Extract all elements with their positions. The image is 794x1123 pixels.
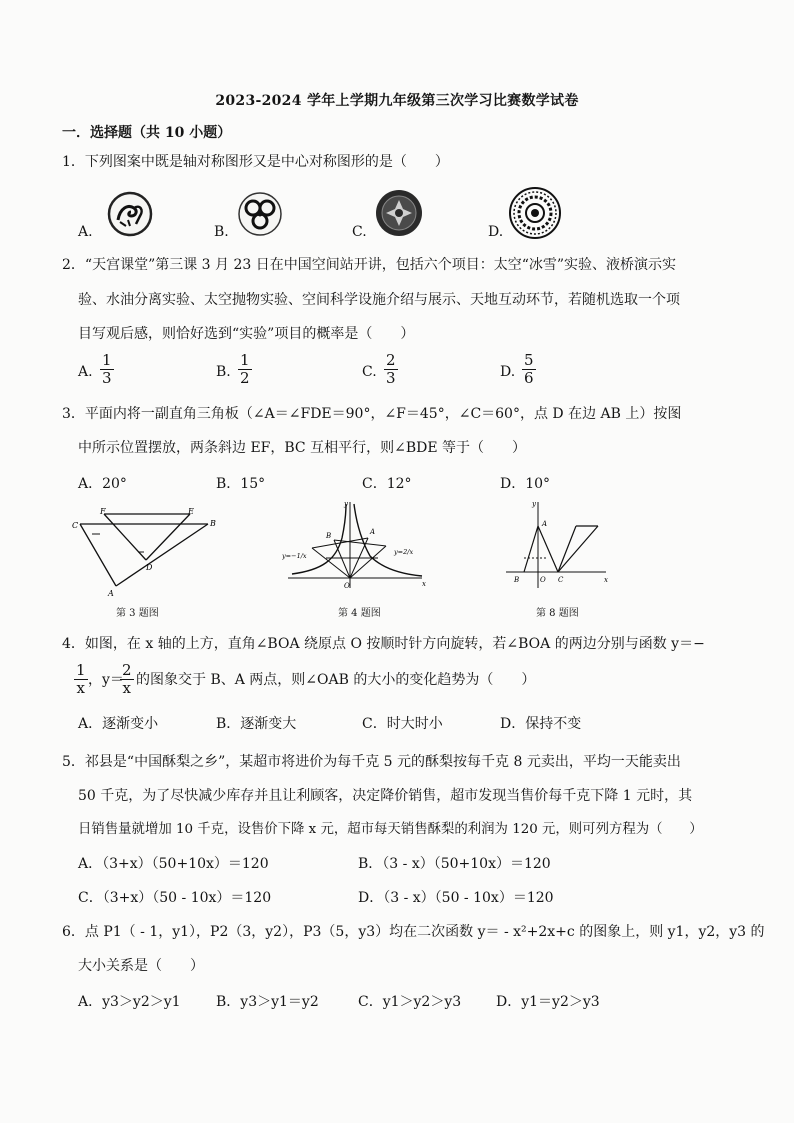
fig4-label-curve-right: y=2/x <box>394 548 414 556</box>
q6-line-2: 大小关系是（ ） <box>78 958 204 974</box>
fig8-label-b: B <box>514 576 520 584</box>
fig4-label-y: y <box>344 500 348 508</box>
figure-4-hyperbolas <box>282 498 432 590</box>
q4-option-a: A．逐渐变小 <box>78 716 159 732</box>
q2-option-d-label: D. <box>500 364 516 380</box>
q5-option-b: B．（3 - x）（50+10x）＝120 <box>358 856 551 872</box>
q6-option-d: D．y1＝y2＞y3 <box>496 994 600 1010</box>
q6-option-c: C．y1＞y2＞y3 <box>358 994 462 1010</box>
q3-line-2: 中所示位置摆放，两条斜边 EF，BC 互相平行，则∠BDE 等于（ ） <box>78 440 527 456</box>
fig8-label-a: A <box>542 520 548 528</box>
q5-option-c: C．（3+x）（50 - 10x）＝120 <box>78 890 272 906</box>
fig4-label-o: O <box>344 582 350 590</box>
q4-line-1: 4．如图，在 x 轴的上方，直角∠BOA 绕原点 O 按顺时针方向旋转，若∠BOA 的两边分别与函数 y＝− <box>62 636 705 652</box>
q1-option-d-image <box>508 186 562 240</box>
q2-option-c-label: C. <box>362 364 377 380</box>
figure-4-caption: 第 4 题图 <box>338 608 381 619</box>
q4-mid-text: ，y＝ <box>88 672 124 688</box>
q5-line-1: 5．祁县是“中国酥梨之乡”，某超市将进价为每千克 5 元的酥梨按每千克 8 元卖出，平均一天能卖出 <box>62 754 681 770</box>
q2-option-b-fraction: $\frac{1}{2}$ <box>240 351 250 387</box>
q5-line-3: 日销售量就增加 10 千克，设售价下降 x 元，超市每天销售酥梨的利润为 120 元，则可列方程为（ ） <box>78 822 703 837</box>
q2-line-1: 2．“天宫课堂”第三课 3 月 23 日在中国空间站开讲，包括六个项目：太空“冰雪”实验、液桥演示实 <box>62 257 677 273</box>
fig4-label-x: x <box>422 580 426 588</box>
q2-option-a-fraction: $\frac{1}{3}$ <box>102 351 112 387</box>
q6-line-1: 6．点 P1（ - 1，y1），P2（3，y2），P3（5，y3）均在二次函数 y＝ - x²+2x+c 的图象上，则 y1，y2，y3 的 <box>62 924 765 940</box>
figure-8-coordinate-triangles <box>502 498 612 590</box>
q3-option-d: D．10° <box>500 476 551 492</box>
fig4-label-a: A <box>370 528 376 536</box>
q6-option-a: A．y3＞y2＞y1 <box>78 994 181 1010</box>
fig8-label-c: C <box>558 576 564 584</box>
fig3-label-e: E <box>188 507 194 516</box>
q2-line-3: 目写观后感，则恰好选到“实验”项目的概率是（ ） <box>78 326 415 342</box>
q1-option-c-label: C. <box>352 224 367 240</box>
fig8-label-o: O <box>540 576 546 584</box>
figure-3-caption: 第 3 题图 <box>116 608 159 619</box>
q6-option-b: B．y3＞y1＝y2 <box>216 994 319 1010</box>
q4-option-d: D．保持不变 <box>500 716 582 732</box>
q4-line-2: 的图象交于 B、A 两点，则∠OAB 的大小的变化趋势为（ ） <box>136 672 536 688</box>
q2-option-d-fraction: $\frac{5}{6}$ <box>524 351 534 387</box>
q1-option-b-label: B. <box>214 224 229 240</box>
figure-3-triangles <box>72 506 222 598</box>
q3-option-c: C．12° <box>362 476 412 492</box>
q3-option-a: A．20° <box>78 476 127 492</box>
q4-option-c: C．时大时小 <box>362 716 443 732</box>
fig4-label-b: B <box>326 532 332 540</box>
q1-option-c-image <box>374 188 424 238</box>
q2-option-a-label: A. <box>78 364 93 380</box>
fig3-label-f: F <box>100 507 106 516</box>
fig3-label-c: C <box>72 521 79 530</box>
q1-text: 1．下列图案中既是轴对称图形又是中心对称图形的是（ ） <box>62 154 449 170</box>
fig8-label-x: x <box>604 576 608 584</box>
q5-option-d: D．（3 - x）（50 - 10x）＝120 <box>358 890 554 906</box>
q1-option-d-label: D. <box>488 224 504 240</box>
fig8-label-y: y <box>532 500 536 508</box>
q4-option-b: B．逐渐变大 <box>216 716 297 732</box>
exam-title: 2023-2024 学年上学期九年级第三次学习比赛数学试卷 <box>215 93 579 109</box>
q1-option-b-image <box>236 190 284 238</box>
q1-option-a-label: A. <box>78 224 93 240</box>
q1-option-a-image <box>106 190 154 238</box>
q3-line-1: 3．平面内将一副直角三角板（∠A＝∠FDE＝90°，∠F＝45°，∠C＝60°，点 D 在边 AB 上）按图 <box>62 406 682 422</box>
fig4-label-curve-left: y=−1/x <box>282 552 307 560</box>
section-heading: 一．选择题（共 10 小题） <box>62 125 232 141</box>
q4-fraction-2: $\frac{2}{x}$ <box>122 661 132 697</box>
fig3-label-b: B <box>210 519 216 528</box>
q2-option-c-fraction: $\frac{2}{3}$ <box>386 351 396 387</box>
q3-option-b: B．15° <box>216 476 266 492</box>
figure-8-caption: 第 8 题图 <box>536 608 579 619</box>
q5-line-2: 50 千克，为了尽快减少库存并且让利顾客，决定降价销售，超市发现当售价每千克下降 1 元时，其 <box>78 788 693 804</box>
q2-line-2: 验、水油分离实验、太空抛物实验、空间科学设施介绍与展示、天地互动环节，若随机选取一个项 <box>78 292 680 308</box>
fig3-label-a: A <box>108 589 114 598</box>
fig3-label-d: D <box>146 563 153 572</box>
q2-option-b-label: B. <box>216 364 231 380</box>
q5-option-a: A．（3+x）（50+10x）＝120 <box>78 856 269 872</box>
q4-fraction-1: $\frac{1}{x}$ <box>76 661 86 697</box>
